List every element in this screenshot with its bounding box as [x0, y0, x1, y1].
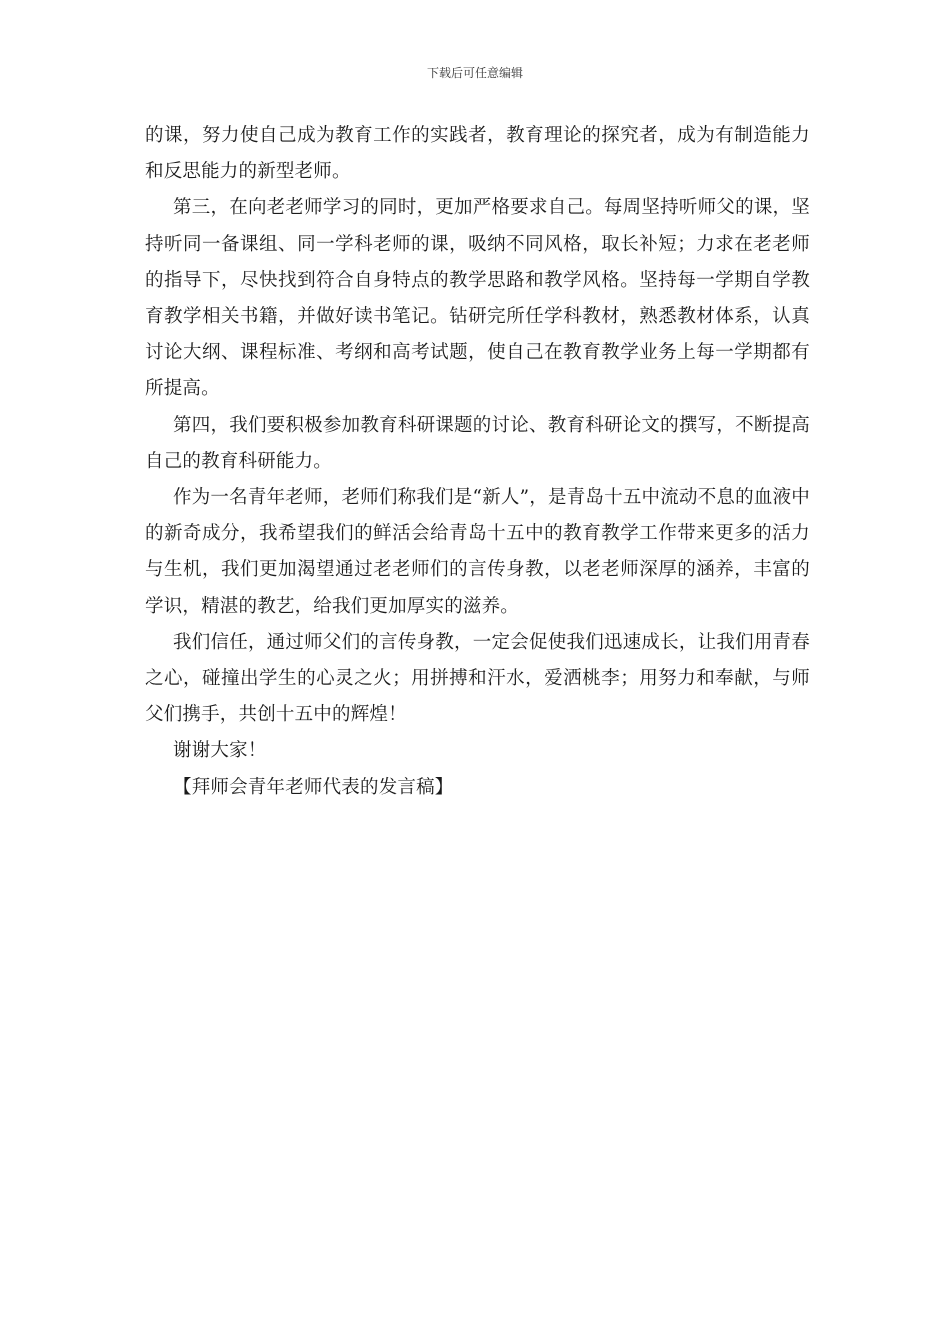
page-header: 下载后可任意编辑	[426, 66, 523, 80]
paragraph-3: 第四，我们要积极参加教育科研课题的讨论、教育科研论文的撰写，不断提高自己的教育科研能力。	[145, 414, 810, 472]
paragraph-title-tag: 【拜师会青年老师代表的发言稿】	[173, 776, 454, 798]
paragraph-5: 我们信任，通过师父们的言传身教，一定会促使我们迅速成长，让我们用青春之心，碰撞出学生的心灵之火；用拼搏和汗水，爱洒桃李；用努力和奉献，与师父们携手，共创十五中的辉煌！	[145, 631, 810, 726]
paragraph-2: 第三，在向老老师学习的同时，更加严格要求自己。每周坚持听师父的课，坚持听同一备课组、同一学科老师的课，吸纳不同风格，取长补短；力求在老老师的指导下，尽快找到符合自身特点的教学思路和教学风格。坚持每一学期自学教育教学相关书籍，并做好读书笔记。钻研完所任学科教材，熟悉教材体系，认真讨论大纲、课程标准、考纲和高考试题，使自己在教育教学业务上每一学期都有所提高。	[145, 197, 810, 400]
paragraph-4: 作为一名青年老师，老师们称我们是“新人”，是青岛十五中流动不息的血液中的新奇成分，我希望我们的鲜活会给青岛十五中的教育教学工作带来更多的活力与生机，我们更加渴望通过老老师们的言传身教，以老老师深厚的涵养，丰富的学识，精湛的教艺，给我们更加厚实的滋养。	[145, 487, 810, 617]
paragraph-thanks: 谢谢大家！	[173, 740, 267, 762]
paragraph-1: 的课，努力使自己成为教育工作的实践者，教育理论的探究者，成为有制造能力和反思能力的新型老师。	[145, 125, 810, 183]
document-body	[145, 118, 810, 806]
